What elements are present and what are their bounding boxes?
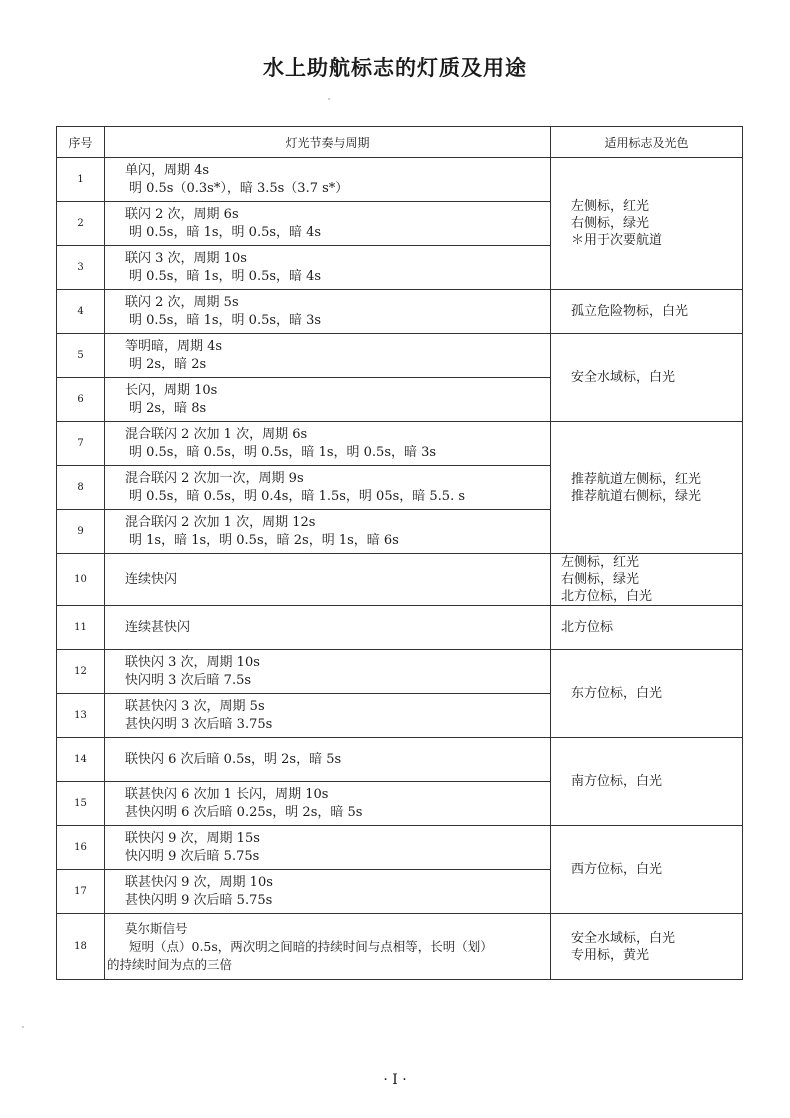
rhythm-line: 联闪 2 次，周期 5s bbox=[125, 294, 239, 310]
usage-cell bbox=[551, 606, 743, 650]
usage-cell bbox=[551, 334, 743, 422]
usage-line: 推荐航道左侧标，红光 bbox=[571, 471, 702, 487]
rhythm-cell bbox=[105, 650, 551, 694]
scan-speck bbox=[328, 98, 330, 100]
table-row bbox=[57, 158, 743, 202]
usage-cell bbox=[551, 914, 743, 980]
rhythm-cell bbox=[105, 554, 551, 606]
rhythm-line: 快闪明 9 次后暗 5.75s bbox=[125, 848, 260, 864]
table-row bbox=[57, 290, 743, 334]
rhythm-cell bbox=[105, 378, 551, 422]
rhythm-line: 莫尔斯信号 bbox=[125, 920, 188, 936]
row-number: 13 bbox=[57, 694, 105, 738]
rhythm-line: 甚快闪明 9 次后暗 5.75s bbox=[125, 892, 273, 908]
scan-speck bbox=[22, 1026, 24, 1028]
rhythm-cell bbox=[105, 870, 551, 914]
rhythm-line: 联快闪 9 次，周期 15s bbox=[125, 830, 260, 846]
header-no: 序号 bbox=[57, 127, 105, 158]
rhythm-line: 联闪 2 次，周期 6s bbox=[125, 206, 239, 222]
rhythm-line: 明 0.5s（0.3s*），暗 3.5s（3.7 s*） bbox=[129, 180, 349, 196]
row-number: 14 bbox=[57, 738, 105, 782]
rhythm-line: 明 0.5s，暗 1s，明 0.5s，暗 4s bbox=[129, 224, 322, 240]
rhythm-cell bbox=[105, 914, 551, 980]
row-number: 17 bbox=[57, 870, 105, 914]
row-number: 4 bbox=[57, 290, 105, 334]
rhythm-line: 的持续时间为点的三倍 bbox=[107, 956, 233, 972]
table-header-row bbox=[57, 127, 743, 158]
usage-line: 孤立危险物标，白光 bbox=[571, 304, 689, 319]
usage-line: 东方位标，白光 bbox=[571, 686, 663, 701]
rhythm-cell bbox=[105, 510, 551, 554]
usage-cell bbox=[551, 738, 743, 826]
usage-cell bbox=[551, 422, 743, 554]
header-rhythm: 灯光节奏与周期 bbox=[105, 127, 551, 158]
table-row bbox=[57, 826, 743, 870]
rhythm-line: 混合联闪 2 次加 1 次，周期 12s bbox=[125, 514, 316, 530]
usage-line: 安全水域标，白光 bbox=[571, 370, 676, 385]
usage-line: 专用标，黄光 bbox=[571, 947, 650, 963]
rhythm-cell bbox=[105, 158, 551, 202]
usage-line: 左侧标，红光 bbox=[561, 555, 640, 570]
row-number: 15 bbox=[57, 782, 105, 826]
rhythm-line: 甚快闪明 6 次后暗 0.25s，明 2s，暗 5s bbox=[125, 804, 363, 820]
rhythm-line: 联甚快闪 3 次，周期 5s bbox=[125, 698, 265, 714]
row-number: 5 bbox=[57, 334, 105, 378]
light-character-table bbox=[56, 126, 743, 980]
rhythm-line: 联快闪 3 次，周期 10s bbox=[125, 654, 260, 670]
row-number: 7 bbox=[57, 422, 105, 466]
rhythm-cell bbox=[105, 782, 551, 826]
rhythm-line: 联快闪 6 次后暗 0.5s，明 2s，暗 5s bbox=[125, 751, 342, 767]
rhythm-cell bbox=[105, 246, 551, 290]
rhythm-line: 明 1s，暗 1s，明 0.5s，暗 2s，明 1s，暗 6s bbox=[129, 532, 399, 548]
row-number: 10 bbox=[57, 554, 105, 606]
rhythm-line: 联甚快闪 9 次，周期 10s bbox=[125, 874, 273, 890]
table-row bbox=[57, 422, 743, 466]
rhythm-cell bbox=[105, 334, 551, 378]
usage-line: 北方位标 bbox=[561, 620, 614, 635]
usage-cell bbox=[551, 554, 743, 606]
page-title: 水上助航标志的灯质及用途 bbox=[263, 56, 527, 80]
usage-cell bbox=[551, 826, 743, 914]
rhythm-line: 明 2s，暗 2s bbox=[129, 356, 207, 372]
rhythm-line: 联甚快闪 6 次加 1 长闪，周期 10s bbox=[125, 786, 329, 802]
rhythm-line: 长闪，周期 10s bbox=[125, 382, 218, 398]
table-row bbox=[57, 738, 743, 782]
row-number: 6 bbox=[57, 378, 105, 422]
row-number: 9 bbox=[57, 510, 105, 554]
row-number: 18 bbox=[57, 914, 105, 980]
row-number: 8 bbox=[57, 466, 105, 510]
rhythm-line: 连续甚快闪 bbox=[125, 619, 191, 635]
rhythm-cell bbox=[105, 738, 551, 782]
row-number: 11 bbox=[57, 606, 105, 650]
rhythm-line: 明 0.5s，暗 0.5s，明 0.5s，暗 1s，明 0.5s，暗 3s bbox=[129, 444, 437, 460]
usage-line: 南方位标，白光 bbox=[571, 774, 663, 789]
usage-line: 安全水域标，白光 bbox=[571, 930, 676, 946]
table-row bbox=[57, 606, 743, 650]
usage-line: 北方位标，白光 bbox=[561, 589, 653, 604]
row-number: 3 bbox=[57, 246, 105, 290]
usage-cell bbox=[551, 290, 743, 334]
rhythm-line: 混合联闪 2 次加 1 次，周期 6s bbox=[125, 426, 308, 442]
row-number: 16 bbox=[57, 826, 105, 870]
rhythm-line: 联闪 3 次，周期 10s bbox=[125, 250, 247, 266]
rhythm-line: 明 0.5s，暗 1s，明 0.5s，暗 4s bbox=[129, 268, 322, 284]
rhythm-cell bbox=[105, 606, 551, 650]
row-number: 1 bbox=[57, 158, 105, 202]
rhythm-line: 明 2s，暗 8s bbox=[129, 400, 207, 416]
rhythm-line: 明 0.5s，暗 0.5s，明 0.4s，暗 1.5s，明 05s，暗 5.5. s bbox=[129, 488, 466, 504]
table-row bbox=[57, 914, 743, 980]
usage-line: 右侧标，绿光 bbox=[561, 572, 640, 587]
row-number: 2 bbox=[57, 202, 105, 246]
row-number: 12 bbox=[57, 650, 105, 694]
usage-cell bbox=[551, 650, 743, 738]
usage-line: 推荐航道右侧标，绿光 bbox=[571, 488, 702, 504]
usage-line: 西方位标，白光 bbox=[571, 862, 663, 877]
usage-line: 右侧标，绿光 bbox=[571, 216, 650, 231]
rhythm-cell bbox=[105, 290, 551, 334]
usage-line: ＊用于次要航道 bbox=[571, 233, 663, 248]
usage-line: 左侧标，红光 bbox=[571, 199, 650, 214]
rhythm-cell bbox=[105, 466, 551, 510]
rhythm-cell bbox=[105, 422, 551, 466]
rhythm-line: 甚快闪明 3 次后暗 3.75s bbox=[125, 716, 273, 732]
table-row bbox=[57, 650, 743, 694]
rhythm-line: 连续快闪 bbox=[125, 571, 178, 587]
table-row bbox=[57, 334, 743, 378]
rhythm-cell bbox=[105, 694, 551, 738]
page-number: · I · bbox=[383, 1072, 407, 1088]
rhythm-cell bbox=[105, 826, 551, 870]
rhythm-line: 短明（点）0.5s，两次明之间暗的持续时间与点相等，长明（划） bbox=[129, 938, 493, 954]
rhythm-line: 等明暗，周期 4s bbox=[125, 338, 223, 354]
rhythm-line: 混合联闪 2 次加一次，周期 9s bbox=[125, 470, 304, 486]
header-usage: 适用标志及光色 bbox=[551, 127, 743, 158]
table-row bbox=[57, 554, 743, 606]
rhythm-line: 快闪明 3 次后暗 7.5s bbox=[125, 672, 252, 688]
rhythm-line: 单闪，周期 4s bbox=[125, 162, 210, 178]
rhythm-cell bbox=[105, 202, 551, 246]
usage-cell bbox=[551, 158, 743, 290]
rhythm-line: 明 0.5s，暗 1s，明 0.5s，暗 3s bbox=[129, 312, 322, 328]
